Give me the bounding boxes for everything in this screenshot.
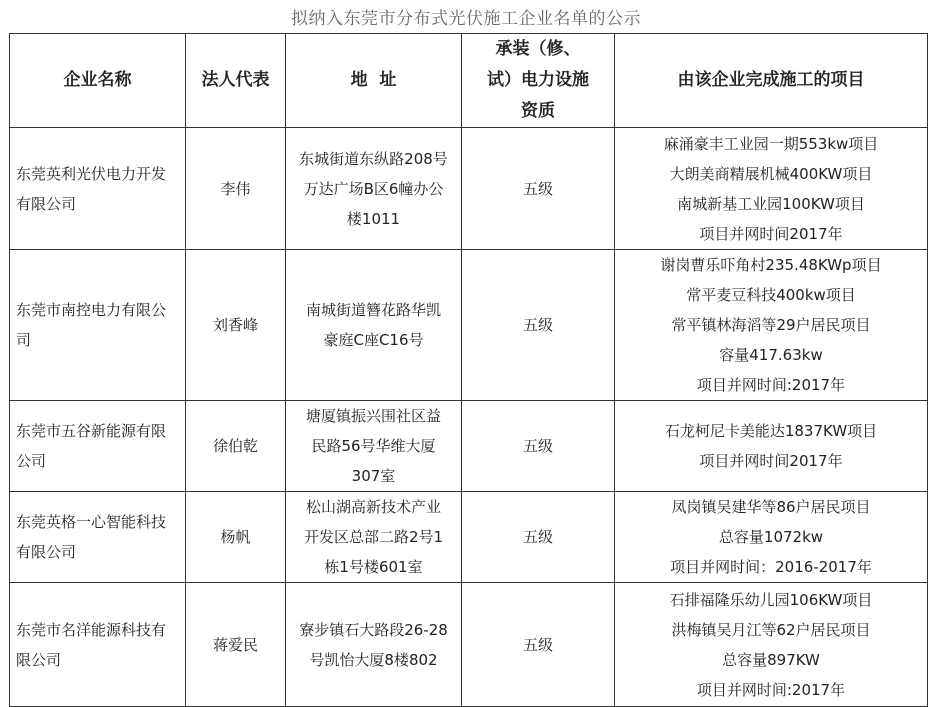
address-line: 号凯怡大厦8楼802 [309,650,438,669]
company-cell [10,583,186,707]
address-line: 寮步镇石大路段26-28 [299,620,448,639]
address-line: 南城街道簪花路华凯 [305,301,441,319]
table-row [10,401,928,492]
company-cell [10,128,186,250]
qualification-cell: 五级 [462,250,615,401]
project-line: 项目并网时间2017年 [699,452,843,470]
project-line: 总容量1072kw [718,528,824,546]
projects-cell [615,128,928,250]
table-header-row [10,34,928,128]
company-line: 有限公司 [16,194,77,213]
legal-cell: 蒋爱民 [186,583,286,707]
address-line: 塘厦镇振兴围社区益 [305,407,441,425]
header-legal: 法人代表 [186,34,286,128]
header-company: 企业名称 [10,34,186,128]
company-line: 公司 [16,452,47,470]
projects-cell [615,583,928,707]
project-line: 大朗美商精展机械400KW项目 [669,164,873,183]
legal-cell: 徐伯乾 [186,401,286,492]
address-line: 栋1号楼601室 [324,558,423,576]
address-line: 开发区总部二路2号1 [303,528,444,546]
legal-cell: 杨帆 [186,492,286,583]
project-line: 总容量897KW [722,650,820,669]
company-table [9,33,928,707]
project-line: 洪梅镇吴月江等62户居民项目 [671,620,871,639]
address-line: 东城街道东纵路208号 [299,149,448,168]
table-row [10,128,928,250]
project-line: 石龙柯尼卡美能达1837KW项目 [664,422,878,440]
header-projects: 由该企业完成施工的项目 [615,34,928,128]
company-line: 东莞英格一心智能科技 [16,513,167,531]
company-line: 司 [16,331,32,349]
header-qualification-line: 试）电力设施 [487,70,589,90]
address-line: 豪庭C座C16号 [323,331,424,349]
project-line: 容量417.63kw [719,346,823,364]
address-cell [286,401,462,492]
address-cell [286,492,462,583]
address-line: 307室 [351,467,396,485]
project-line: 项目并网时间2017年 [699,224,843,243]
projects-cell [615,250,928,401]
company-line: 东莞市五谷新能源有限 [16,422,167,440]
address-line: 松山湖高新技术产业 [305,498,441,516]
company-line: 有限公司 [16,543,77,561]
projects-cell [615,401,928,492]
project-line: 常平麦豆科技400kw项目 [686,286,856,304]
table-row [10,250,928,401]
qualification-cell: 五级 [462,128,615,250]
company-line: 东莞市名洋能源科技有 [16,620,167,639]
address-cell [286,250,462,401]
address-line: 民路56号华维大厦 [311,437,436,455]
project-line: 麻涌豪丰工业园一期553kw项目 [663,134,879,153]
project-line: 项目并网时间:2017年 [696,680,846,699]
project-line: 石排福隆乐幼儿园106KW项目 [669,590,873,609]
address-cell [286,583,462,707]
company-cell [10,250,186,401]
project-line: 南城新基工业园100KW项目 [677,194,865,213]
header-qualification-line: 资质 [521,101,555,121]
qualification-cell: 五级 [462,401,615,492]
qualification-cell: 五级 [462,583,615,707]
table-row [10,583,928,707]
address-line: 楼1011 [346,209,401,228]
qualification-cell: 五级 [462,492,615,583]
legal-cell: 李伟 [186,128,286,250]
table-row [10,492,928,583]
company-line: 东莞英利光伏电力开发 [16,164,167,183]
company-cell [10,401,186,492]
page-title: 拟纳入东莞市分布式光伏施工企业名单的公示 [291,9,641,29]
company-line: 东莞市南控电力有限公 [16,301,167,319]
project-line: 项目并网时间：2016-2017年 [670,558,872,576]
project-line: 谢岗曹乐吓角村235.48KWp项目 [660,256,882,274]
address-line: 万达广场B区6幢办公 [303,179,444,198]
projects-cell [615,492,928,583]
project-line: 常平镇林海滔等29户居民项目 [671,316,871,334]
company-cell [10,492,186,583]
header-address: 地 址 [286,34,462,128]
company-line: 限公司 [16,650,62,669]
header-qualification [462,34,615,128]
project-line: 凤岗镇吴建华等86户居民项目 [671,498,871,516]
project-line: 项目并网时间:2017年 [696,376,846,394]
legal-cell: 刘香峰 [186,250,286,401]
address-cell [286,128,462,250]
header-qualification-line: 承装（修、 [495,39,581,59]
